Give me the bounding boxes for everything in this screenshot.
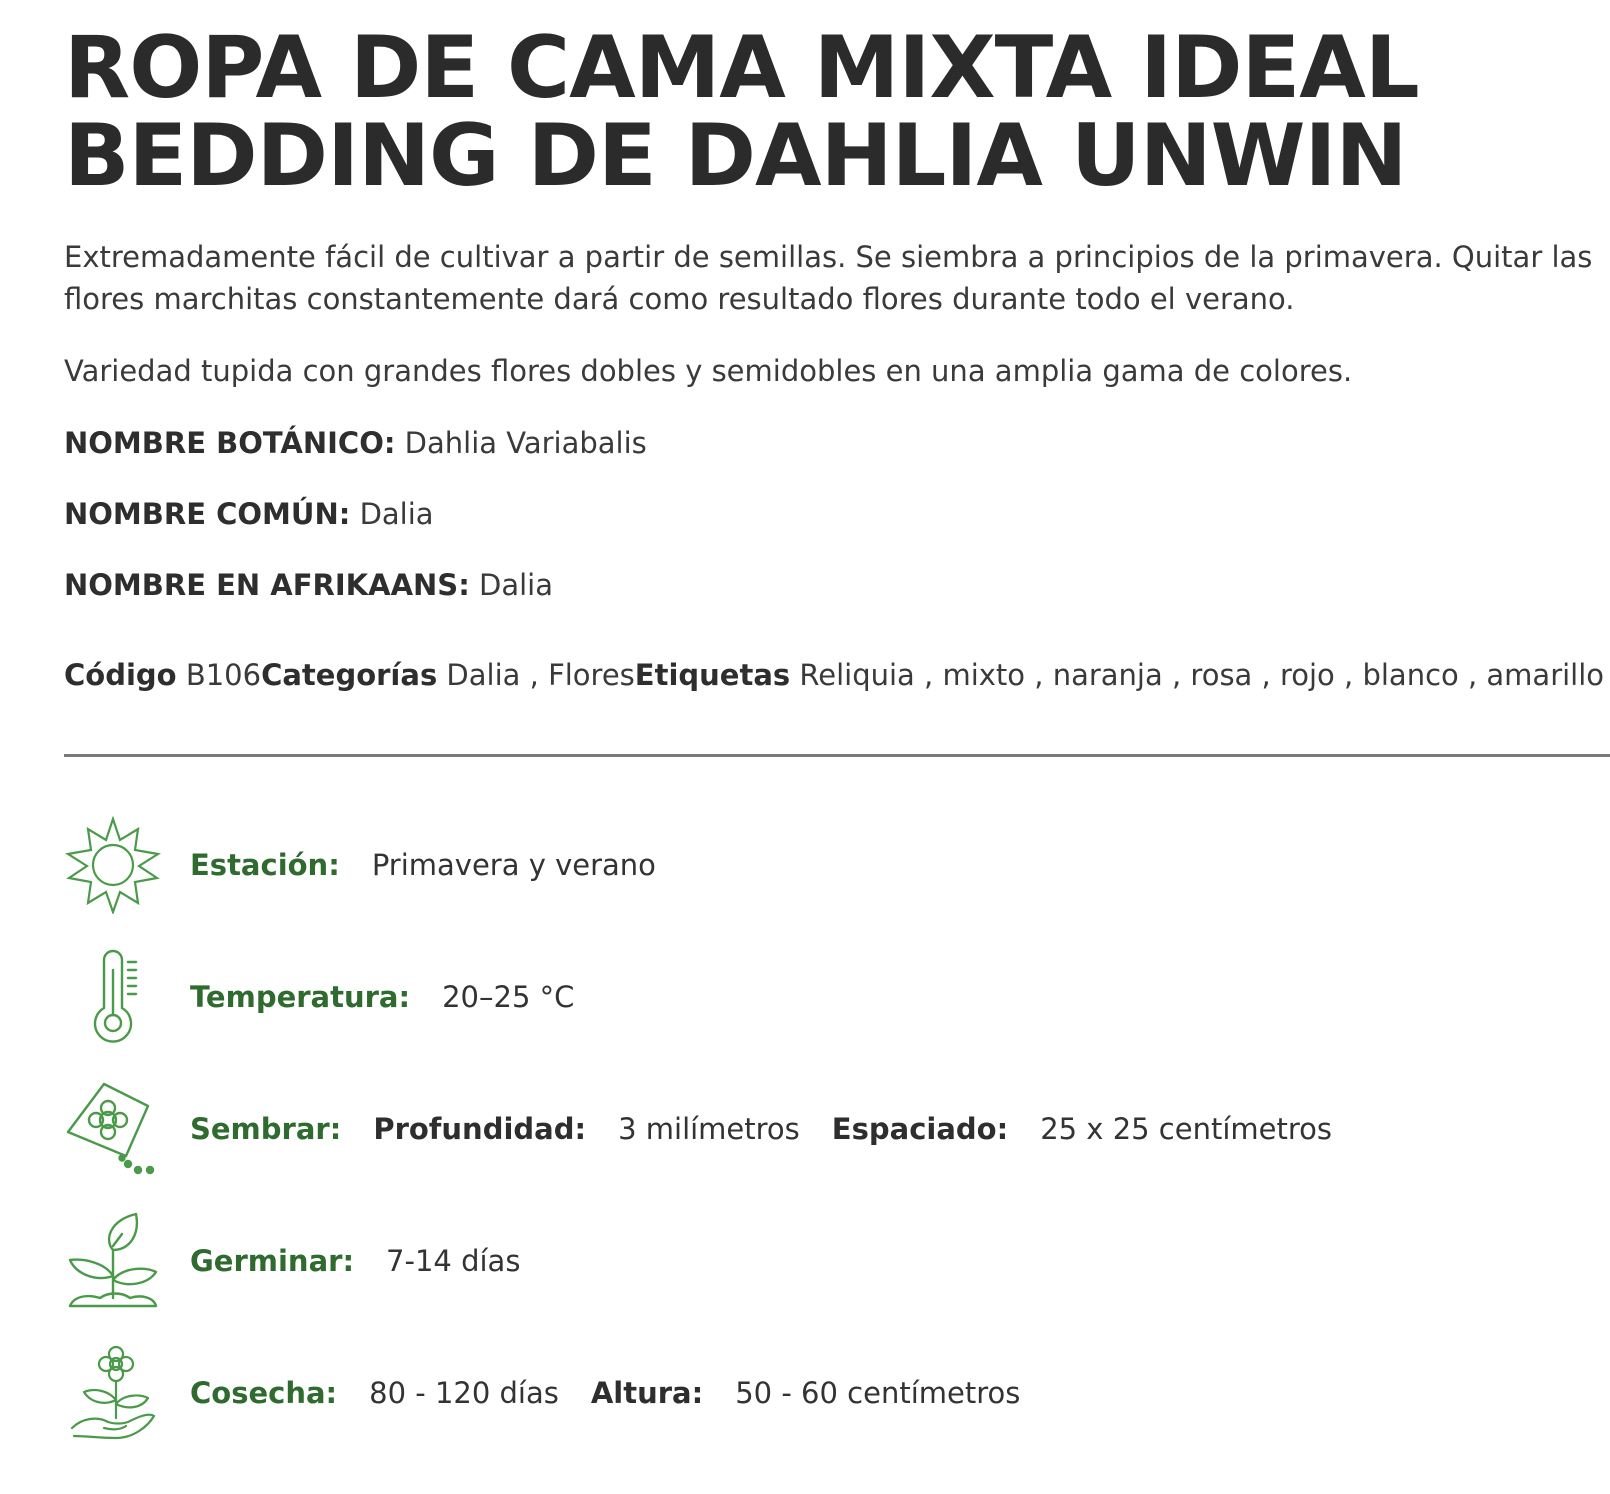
depth-value: 3 milímetros xyxy=(618,1112,800,1146)
afrikaans-name-label: NOMBRE EN AFRIKAANS: xyxy=(64,568,470,602)
attr-temperature xyxy=(64,949,1610,1045)
code-label: Código xyxy=(64,658,177,692)
categories-links[interactable]: Dalia , Flores xyxy=(446,658,635,692)
germinate-value: 7-14 días xyxy=(386,1244,521,1278)
divider xyxy=(64,754,1610,757)
attr-sow xyxy=(64,1081,1610,1177)
harvest-label: Cosecha: xyxy=(190,1376,338,1410)
categories-label: Categorías xyxy=(261,658,438,692)
product-description-1: Extremadamente fácil de cultivar a partir de semillas. Se siembra a principios de la primavera. Quitar las flores marchitas constantemente dará como resultado flores durante todo el verano. xyxy=(64,240,1593,316)
common-name xyxy=(64,493,1610,535)
thermometer-icon xyxy=(64,948,162,1046)
sun-icon xyxy=(64,816,162,914)
title-line-1: ROPA DE CAMA MIXTA IDEAL xyxy=(64,18,1419,118)
tags-links[interactable]: Reliquia , mixto , naranja , rosa , rojo , blanco , amarillo xyxy=(799,658,1605,692)
flower-hand-icon xyxy=(64,1344,162,1442)
sprout-icon xyxy=(64,1212,162,1310)
season-label: Estación: xyxy=(190,848,340,882)
title-line-2: BEDDING DE DAHLIA UNWIN xyxy=(64,106,1407,206)
attr-harvest xyxy=(64,1345,1610,1441)
sow-label: Sembrar: xyxy=(190,1112,342,1146)
product-detail xyxy=(64,18,1610,1441)
temperature-value: 20–25 °C xyxy=(442,980,575,1014)
afrikaans-name-value: Dalia xyxy=(479,568,554,602)
product-title xyxy=(64,18,1610,206)
botanical-name xyxy=(64,422,1610,464)
code-value: B106 xyxy=(185,658,262,692)
botanical-name-label: NOMBRE BOTÁNICO: xyxy=(64,426,396,460)
seed-packet-icon xyxy=(64,1080,162,1178)
height-value: 50 - 60 centímetros xyxy=(735,1376,1021,1410)
height-label: Altura: xyxy=(590,1376,704,1410)
attr-season xyxy=(64,817,1610,913)
spacing-value: 25 x 25 centímetros xyxy=(1040,1112,1332,1146)
depth-label: Profundidad: xyxy=(373,1112,587,1146)
tags-label: Etiquetas xyxy=(634,658,791,692)
growing-attributes xyxy=(64,817,1610,1441)
common-name-label: NOMBRE COMÚN: xyxy=(64,497,351,531)
season-value: Primavera y verano xyxy=(371,848,656,882)
afrikaans-name xyxy=(64,564,1610,606)
common-name-value: Dalia xyxy=(359,497,434,531)
spacing-label: Espaciado: xyxy=(831,1112,1009,1146)
temperature-label: Temperatura: xyxy=(190,980,411,1014)
germinate-label: Germinar: xyxy=(190,1244,355,1278)
botanical-name-value: Dahlia Variabalis xyxy=(404,426,647,460)
product-description-2: Variedad tupida con grandes flores dobles y semidobles en una amplia gama de colores. xyxy=(64,354,1353,388)
product-meta xyxy=(64,654,1610,696)
harvest-value: 80 - 120 días xyxy=(369,1376,559,1410)
attr-germinate xyxy=(64,1213,1610,1309)
